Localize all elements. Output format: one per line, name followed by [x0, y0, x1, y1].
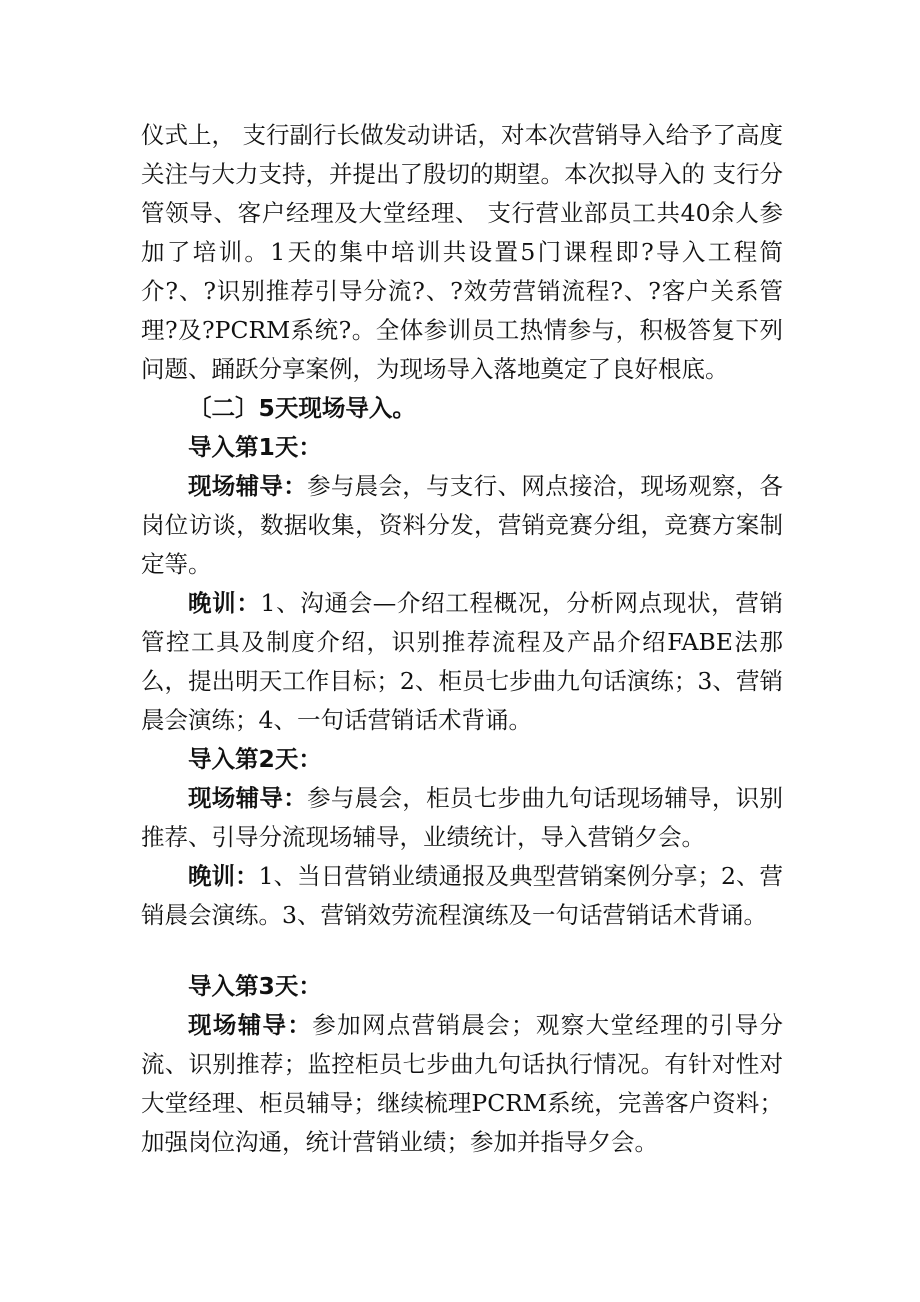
- day3-heading: 导入第3天：: [188, 972, 322, 1000]
- day3-field-coaching-label: 现场辅导：: [188, 1011, 313, 1039]
- day3-field-coaching: [141, 1006, 783, 1162]
- section-heading-field-import: 〔二〕5天现场导入。: [188, 394, 416, 422]
- day1-field-coaching-label: 现场辅导：: [188, 472, 308, 500]
- day1-field-coaching: [141, 467, 783, 584]
- day1-evening-label: 晚训：: [188, 589, 261, 617]
- day1-heading: 导入第1天：: [188, 433, 322, 461]
- day2-field-coaching-label: 现场辅导：: [188, 784, 308, 812]
- intro-paragraph: 仪式上， 支行副行长做发动讲话，对本次营销导入给予了高度关注与大力支持，并提出了殷切的期望。本次拟导入的 支行分管领导、客户经理及大堂经理、 支行营业部员工共40余人参加了培训。1天的集中培训共设置5门课程即?导入工程简介?、?识别推荐引导分流?、?效劳营销流程?、?客户关系管理?及?PCRM系统?。全体参训员工热情参与，积极答复下列问题、踊跃分享案例，为现场导入落地奠定了良好根底。: [141, 121, 783, 383]
- day2-field-coaching-text: 参与晨会，柜员七步曲九句话现场辅导，识别推荐、引导分流现场辅导，业绩统计，导入营销夕会。: [141, 784, 783, 851]
- day2-heading: 导入第2天：: [188, 745, 322, 773]
- day2-field-coaching: [141, 779, 783, 857]
- day1-evening-text: 1、沟通会—介绍工程概况，分析网点现状，营销管控工具及制度介绍，识别推荐流程及产品介绍FABE法那么，提出明天工作目标；2、柜员七步曲九句话演练；3、营销晨会演练；4、一句话营销话术背诵。: [141, 589, 784, 734]
- day2-evening-text: 1、当日营销业绩通报及典型营销案例分享；2、营销晨会演练。3、营销效劳流程演练及一句话营销话术背诵。: [141, 862, 783, 929]
- day1-field-coaching-text: 参与晨会，与支行、网点接洽，现场观察，各岗位访谈，数据收集，资料分发，营销竞赛分组，竞赛方案制定等。: [141, 472, 783, 578]
- day1-evening-training: [141, 584, 783, 740]
- day2-evening-label: 晚训：: [188, 862, 259, 890]
- day2-evening-training: [141, 857, 783, 935]
- day3-field-coaching-text: 参加网点营销晨会；观察大堂经理的引导分流、识别推荐；监控柜员七步曲九句话执行情况。有针对性对大堂经理、柜员辅导；继续梳理PCRM系统，完善客户资料；加强岗位沟通，统计营销业绩；参加并指导夕会。: [141, 1011, 784, 1156]
